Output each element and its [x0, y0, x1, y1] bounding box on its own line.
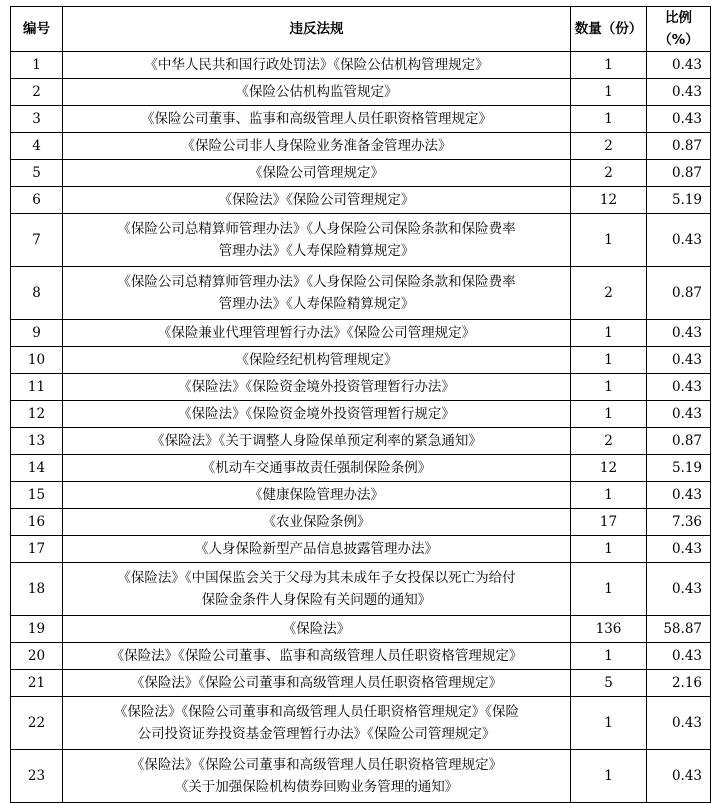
row-ratio: 0.43: [647, 750, 711, 803]
row-law: [63, 214, 571, 267]
row-count: 1: [571, 697, 647, 750]
row-index: 18: [11, 563, 63, 616]
row-count: 1: [571, 106, 647, 133]
row-ratio: 0.87: [647, 160, 711, 187]
table-row: [11, 670, 711, 697]
row-index: 6: [11, 187, 63, 214]
row-index: 13: [11, 428, 63, 455]
row-law: [63, 267, 571, 320]
row-law: 《保险公估机构监管规定》: [63, 79, 571, 106]
row-index: 5: [11, 160, 63, 187]
header-row: [11, 7, 711, 52]
row-law-line: 保险金条件人身保险有关问题的通知》: [201, 592, 432, 608]
row-index: 12: [11, 401, 63, 428]
row-ratio: 0.43: [647, 697, 711, 750]
row-law-line: 《保险公司总精算师管理办法》《人身保险公司保险条款和保险费率: [117, 274, 516, 290]
row-count: 1: [571, 214, 647, 267]
row-ratio: 5.19: [647, 455, 711, 482]
row-law: 《人身保险新型产品信息披露管理办法》: [63, 536, 571, 563]
row-count: 1: [571, 536, 647, 563]
row-index: 3: [11, 106, 63, 133]
row-index: 20: [11, 643, 63, 670]
row-index: 14: [11, 455, 63, 482]
row-count: 5: [571, 670, 647, 697]
row-count: 1: [571, 750, 647, 803]
row-law: 《保险法》《保险公司董事和高级管理人员任职资格管理规定》: [63, 670, 571, 697]
row-index: 10: [11, 347, 63, 374]
table-row: [11, 509, 711, 536]
header-ratio: 比例（%）: [647, 7, 711, 52]
row-ratio: 0.43: [647, 401, 711, 428]
table-body: [11, 52, 711, 803]
row-count: 1: [571, 482, 647, 509]
row-index: 16: [11, 509, 63, 536]
row-index: 21: [11, 670, 63, 697]
row-count: 1: [571, 79, 647, 106]
table-row: [11, 401, 711, 428]
table-row: [11, 160, 711, 187]
row-index: 11: [11, 374, 63, 401]
table-row: [11, 267, 711, 320]
row-law: 《保险公司董事、监事和高级管理人员任职资格管理规定》: [63, 106, 571, 133]
row-ratio: 0.43: [647, 320, 711, 347]
row-law: 《保险公司非人身保险业务准备金管理办法》: [63, 133, 571, 160]
row-ratio: 7.36: [647, 509, 711, 536]
row-law-line: 《保险公司总精算师管理办法》《人身保险公司保险条款和保险费率: [117, 221, 516, 237]
row-law: 《健康保险管理办法》: [63, 482, 571, 509]
row-ratio: 2.16: [647, 670, 711, 697]
row-index: 23: [11, 750, 63, 803]
row-ratio: 0.43: [647, 79, 711, 106]
row-law: [63, 563, 571, 616]
row-index: 4: [11, 133, 63, 160]
row-law: 《保险经纪机构管理规定》: [63, 347, 571, 374]
row-count: 12: [571, 187, 647, 214]
row-ratio: 0.43: [647, 347, 711, 374]
table-row: [11, 133, 711, 160]
row-law: 《农业保险条例》: [63, 509, 571, 536]
table-row: [11, 106, 711, 133]
row-count: 1: [571, 347, 647, 374]
row-count: 2: [571, 160, 647, 187]
row-count: 12: [571, 455, 647, 482]
row-ratio: 0.43: [647, 563, 711, 616]
row-law-line: 《关于加强保险机构债券回购业务管理的通知》: [174, 779, 459, 795]
row-index: 9: [11, 320, 63, 347]
row-count: 1: [571, 401, 647, 428]
row-index: 22: [11, 697, 63, 750]
header-index: 编号: [11, 7, 63, 52]
row-index: 15: [11, 482, 63, 509]
row-law: 《机动车交通事故责任强制保险条例》: [63, 455, 571, 482]
row-index: 2: [11, 79, 63, 106]
row-index: 19: [11, 616, 63, 643]
table-row: [11, 428, 711, 455]
row-ratio: 0.87: [647, 267, 711, 320]
row-count: 2: [571, 267, 647, 320]
row-law: 《保险法》《保险资金境外投资管理暂行办法》: [63, 374, 571, 401]
row-law: 《保险法》《保险公司管理规定》: [63, 187, 571, 214]
row-index: 17: [11, 536, 63, 563]
row-law: 《保险法》: [63, 616, 571, 643]
table-row: [11, 563, 711, 616]
row-count: 1: [571, 52, 647, 79]
row-law: 《保险兼业代理管理暂行办法》《保险公司管理规定》: [63, 320, 571, 347]
row-law: [63, 750, 571, 803]
header-law: 违反法规: [63, 7, 571, 52]
table-row: [11, 187, 711, 214]
row-law-line: 管理办法》《人寿保险精算规定》: [218, 243, 415, 259]
violations-table: [10, 6, 711, 803]
row-law: 《中华人民共和国行政处罚法》《保险公估机构管理规定》: [63, 52, 571, 79]
table-row: [11, 697, 711, 750]
table-row: [11, 374, 711, 401]
row-count: 1: [571, 374, 647, 401]
row-count: 2: [571, 133, 647, 160]
table-row: [11, 643, 711, 670]
row-law-line: 《保险法》《保险公司董事和高级管理人员任职资格管理规定》: [130, 757, 503, 773]
table-row: [11, 347, 711, 374]
table-row: [11, 79, 711, 106]
table-row: [11, 52, 711, 79]
row-count: 1: [571, 643, 647, 670]
row-index: 8: [11, 267, 63, 320]
row-ratio: 0.43: [647, 643, 711, 670]
row-ratio: 0.43: [647, 214, 711, 267]
row-law: 《保险法》《关于调整人身险保单预定利率的紧急通知》: [63, 428, 571, 455]
row-ratio: 58.87: [647, 616, 711, 643]
table-row: [11, 536, 711, 563]
table-row: [11, 750, 711, 803]
row-index: 7: [11, 214, 63, 267]
row-count: 136: [571, 616, 647, 643]
row-ratio: 0.43: [647, 536, 711, 563]
table-row: [11, 482, 711, 509]
row-ratio: 0.87: [647, 133, 711, 160]
row-ratio: 0.43: [647, 52, 711, 79]
table-row: [11, 616, 711, 643]
row-law-line: 《保险法》《保险公司董事和高级管理人员任职资格管理规定》《保险: [114, 704, 519, 720]
row-law-line: 《保险法》《中国保监会关于父母为其未成年子女投保以死亡为给付: [117, 570, 516, 586]
row-ratio: 0.43: [647, 374, 711, 401]
table-row: [11, 455, 711, 482]
row-count: 2: [571, 428, 647, 455]
row-law: 《保险法》《保险资金境外投资管理暂行规定》: [63, 401, 571, 428]
row-ratio: 0.43: [647, 106, 711, 133]
table-row: [11, 320, 711, 347]
row-count: 17: [571, 509, 647, 536]
row-ratio: 0.43: [647, 482, 711, 509]
row-count: 1: [571, 563, 647, 616]
row-index: 1: [11, 52, 63, 79]
row-law: 《保险法》《保险公司董事、监事和高级管理人员任职资格管理规定》: [63, 643, 571, 670]
header-count: 数量（份）: [571, 7, 647, 52]
row-law-line: 公司投资证券投资基金管理暂行办法》《保险公司管理规定》: [137, 726, 496, 742]
row-law: 《保险公司管理规定》: [63, 160, 571, 187]
row-law: [63, 697, 571, 750]
row-ratio: 5.19: [647, 187, 711, 214]
row-law-line: 管理办法》《人寿保险精算规定》: [218, 296, 415, 312]
row-ratio: 0.87: [647, 428, 711, 455]
row-count: 1: [571, 320, 647, 347]
table-row: [11, 214, 711, 267]
